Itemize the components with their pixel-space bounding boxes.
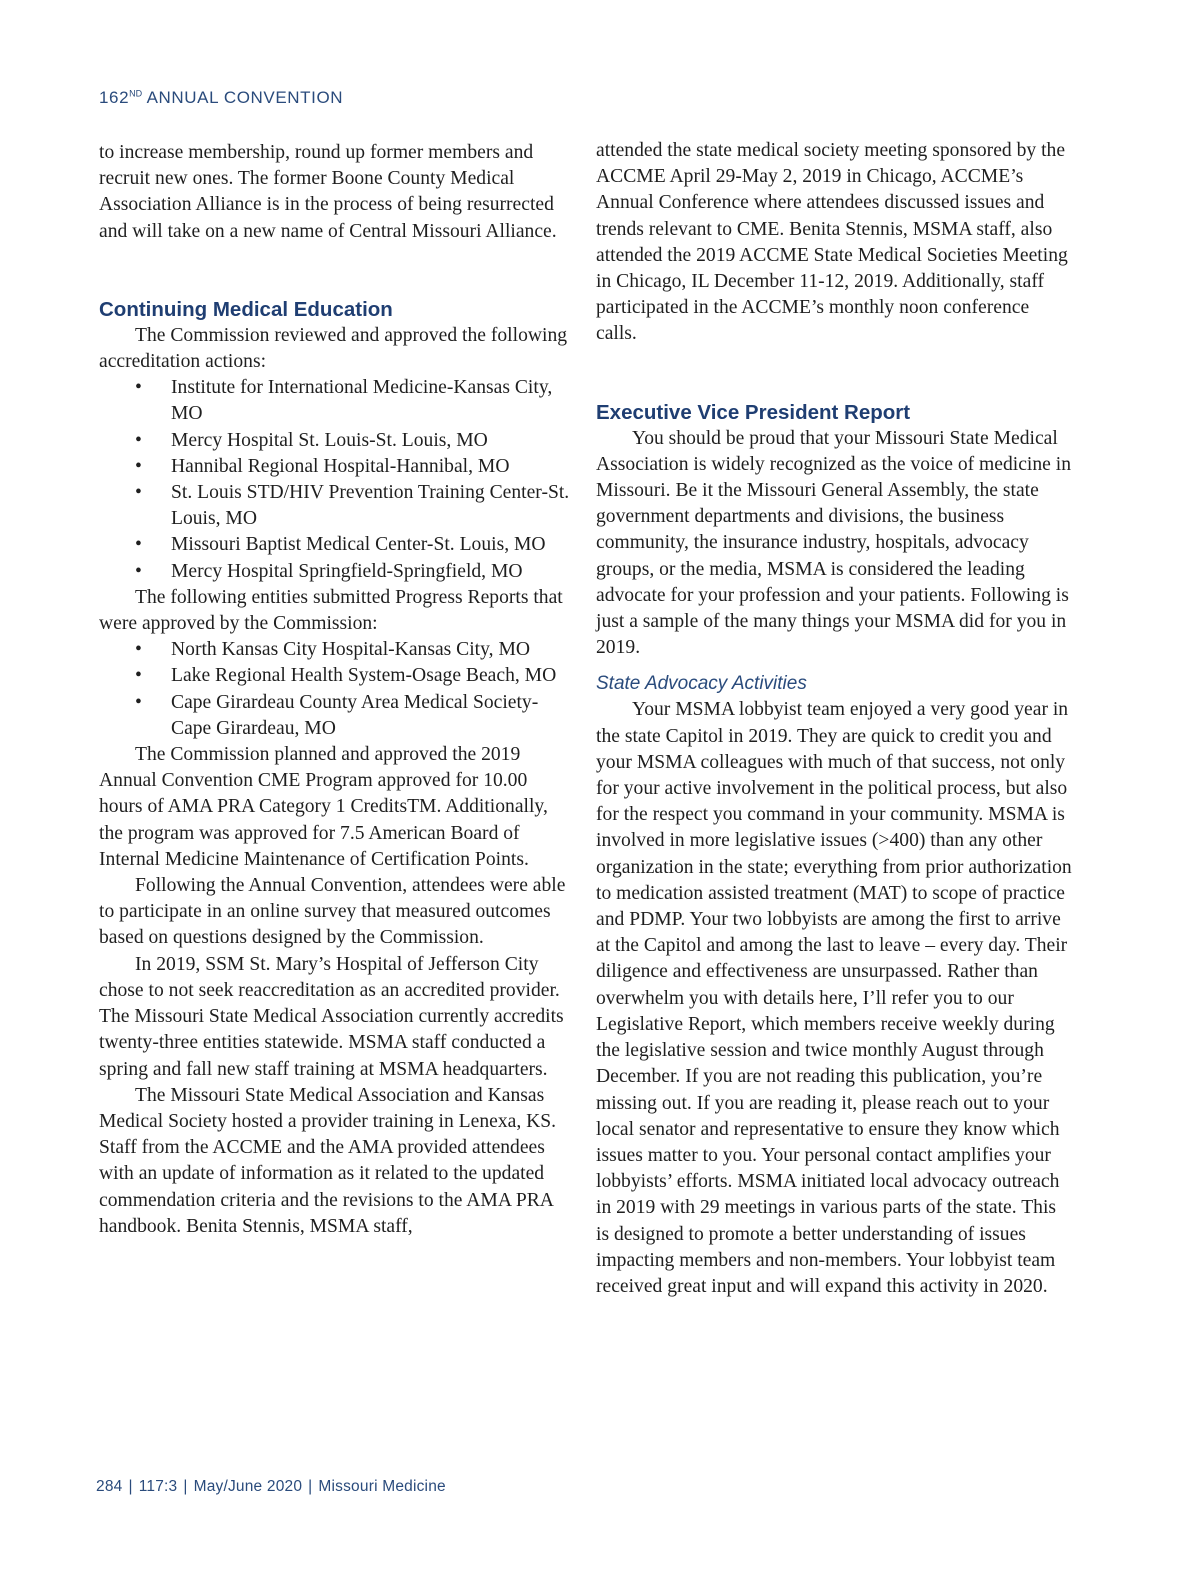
paragraph: to increase membership, round up former members and recruit new ones. The former Boone County Medical Association Alliance is in the process of being resurrected and will take on a new name of Central Missouri Alliance.: [99, 142, 557, 242]
list-item: • Mercy Hospital St. Louis-St. Louis, MO: [99, 428, 575, 454]
running-head: [99, 88, 343, 108]
list-item: • Missouri Baptist Medical Center-St. Louis, MO: [99, 532, 575, 558]
list-item: • St. Louis STD/HIV Prevention Training Center-St. Louis, MO: [99, 480, 575, 532]
progress-report-list: [99, 637, 575, 742]
subsection-heading-state-advocacy: State Advocacy Activities: [596, 673, 807, 695]
list-item: • Mercy Hospital Springfield-Springfield, MO: [99, 559, 575, 585]
journal-name: Missouri Medicine: [318, 1478, 446, 1495]
list-item: • Lake Regional Health System-Osage Beach, MO: [99, 663, 575, 689]
paragraph: The following entities submitted Progress Reports that were approved by the Commission:: [99, 586, 563, 635]
page-footer: [96, 1478, 446, 1496]
section-heading-cme: Continuing Medical Education: [99, 297, 393, 321]
paragraph: The Missouri State Medical Association and Kansas Medical Society hosted a provider training in Lenexa, KS. Staff from the ACCME and the AMA provided attendees with an update of information as it related to the updated commendation criteria and the revisions to the AMA PRA handbook. Benita Stennis, MSMA staff,: [99, 1084, 557, 1237]
paragraph: In 2019, SSM St. Mary’s Hospital of Jefferson City chose to not seek reaccreditation as an accredited provider. The Missouri State Medical Association currently accredits twenty-three entities statewide. MSMA staff conducted a spring and fall new staff training at MSMA headquarters.: [99, 953, 564, 1080]
paragraph: attended the state medical society meeting sponsored by the ACCME April 29-May 2, 2019 in Chicago, ACCME’s Annual Conference where attendees discussed issues and trends relevant to CME. Benita Stennis, MSMA staff, also attended the 2019 ACCME State Medical Societies Meeting in Chicago, IL December 11-12, 2019. Additionally, staff participated in the ACCME’s monthly noon conference calls.: [596, 140, 1068, 345]
paragraph: The Commission planned and approved the 2019 Annual Convention CME Program approved for 10.00 hours of AMA PRA Category 1 CreditsTM. Additionally, the program was approved for 7.5 American Board of Internal Medicine Maintenance of Certification Points.: [99, 744, 548, 870]
paragraph: The Commission reviewed and approved the following accreditation actions:: [99, 324, 568, 373]
page-number: 284: [96, 1478, 123, 1495]
issue-number: 117:3: [138, 1478, 178, 1495]
list-item: • Institute for International Medicine-Kansas City, MO: [99, 375, 575, 427]
separator: |: [308, 1478, 313, 1495]
convention-number: 162: [99, 88, 130, 107]
list-item: • Cape Girardeau County Area Medical Society-Cape Girardeau, MO: [99, 690, 575, 742]
paragraph: You should be proud that your Missouri State Medical Association is widely recognized as the voice of medicine in Missouri. Be it the Missouri General Assembly, the state government departments and divisions, the business community, the insurance industry, hospitals, advocacy groups, or the media, MSMA is considered the leading advocate for your profession and your patients. Following is just a sample of the many things your MSMA did for you in 2019.: [596, 427, 1072, 659]
section-heading-evp: Executive Vice President Report: [596, 400, 911, 424]
convention-title: ANNUAL CONVENTION: [146, 88, 344, 107]
list-item: • North Kansas City Hospital-Kansas City, MO: [99, 637, 575, 663]
separator: |: [128, 1478, 133, 1495]
right-column: [596, 138, 1072, 1300]
paragraph: Following the Annual Convention, attendees were able to participate in an online survey that measured outcomes based on questions designed by the Commission.: [99, 875, 566, 949]
list-item: • Hannibal Regional Hospital-Hannibal, MO: [99, 454, 575, 480]
separator: |: [183, 1478, 188, 1495]
accreditation-list: [99, 375, 575, 585]
ordinal-suffix: ND: [129, 88, 143, 99]
left-column: [99, 140, 575, 1240]
paragraph: Your MSMA lobbyist team enjoyed a very good year in the state Capitol in 2019. They are quick to credit you and your MSMA colleagues with much of that success, not only for your active involvement in the political process, but also for the respect you command in your community. MSMA is involved in more legislative issues (>400) than any other organization in the state; everything from prior authorization to medication assisted treatment (MAT) to scope of practice and PDMP. Your two lobbyists are among the first to arrive at the Capitol and among the last to leave – every day. Their diligence and effectiveness are unsurpassed. Rather than overwhelm you with details here, I’ll refer you to our Legislative Report, which members receive weekly during the legislative session and twice monthly August through December. If you are not reading this publication, you’re missing out. If you are reading it, please reach out to your local senator and representative to ensure they know which issues matter to you. Your personal contact amplifies your lobbyists’ efforts. MSMA initiated local advocacy outreach in 2019 with 29 meetings in various parts of the state. This is designed to promote a better understanding of issues impacting members and non-members. Your lobbyist team received great input and will expand this activity in 2020.: [596, 699, 1072, 1297]
issue-date: May/June 2020: [193, 1478, 303, 1495]
